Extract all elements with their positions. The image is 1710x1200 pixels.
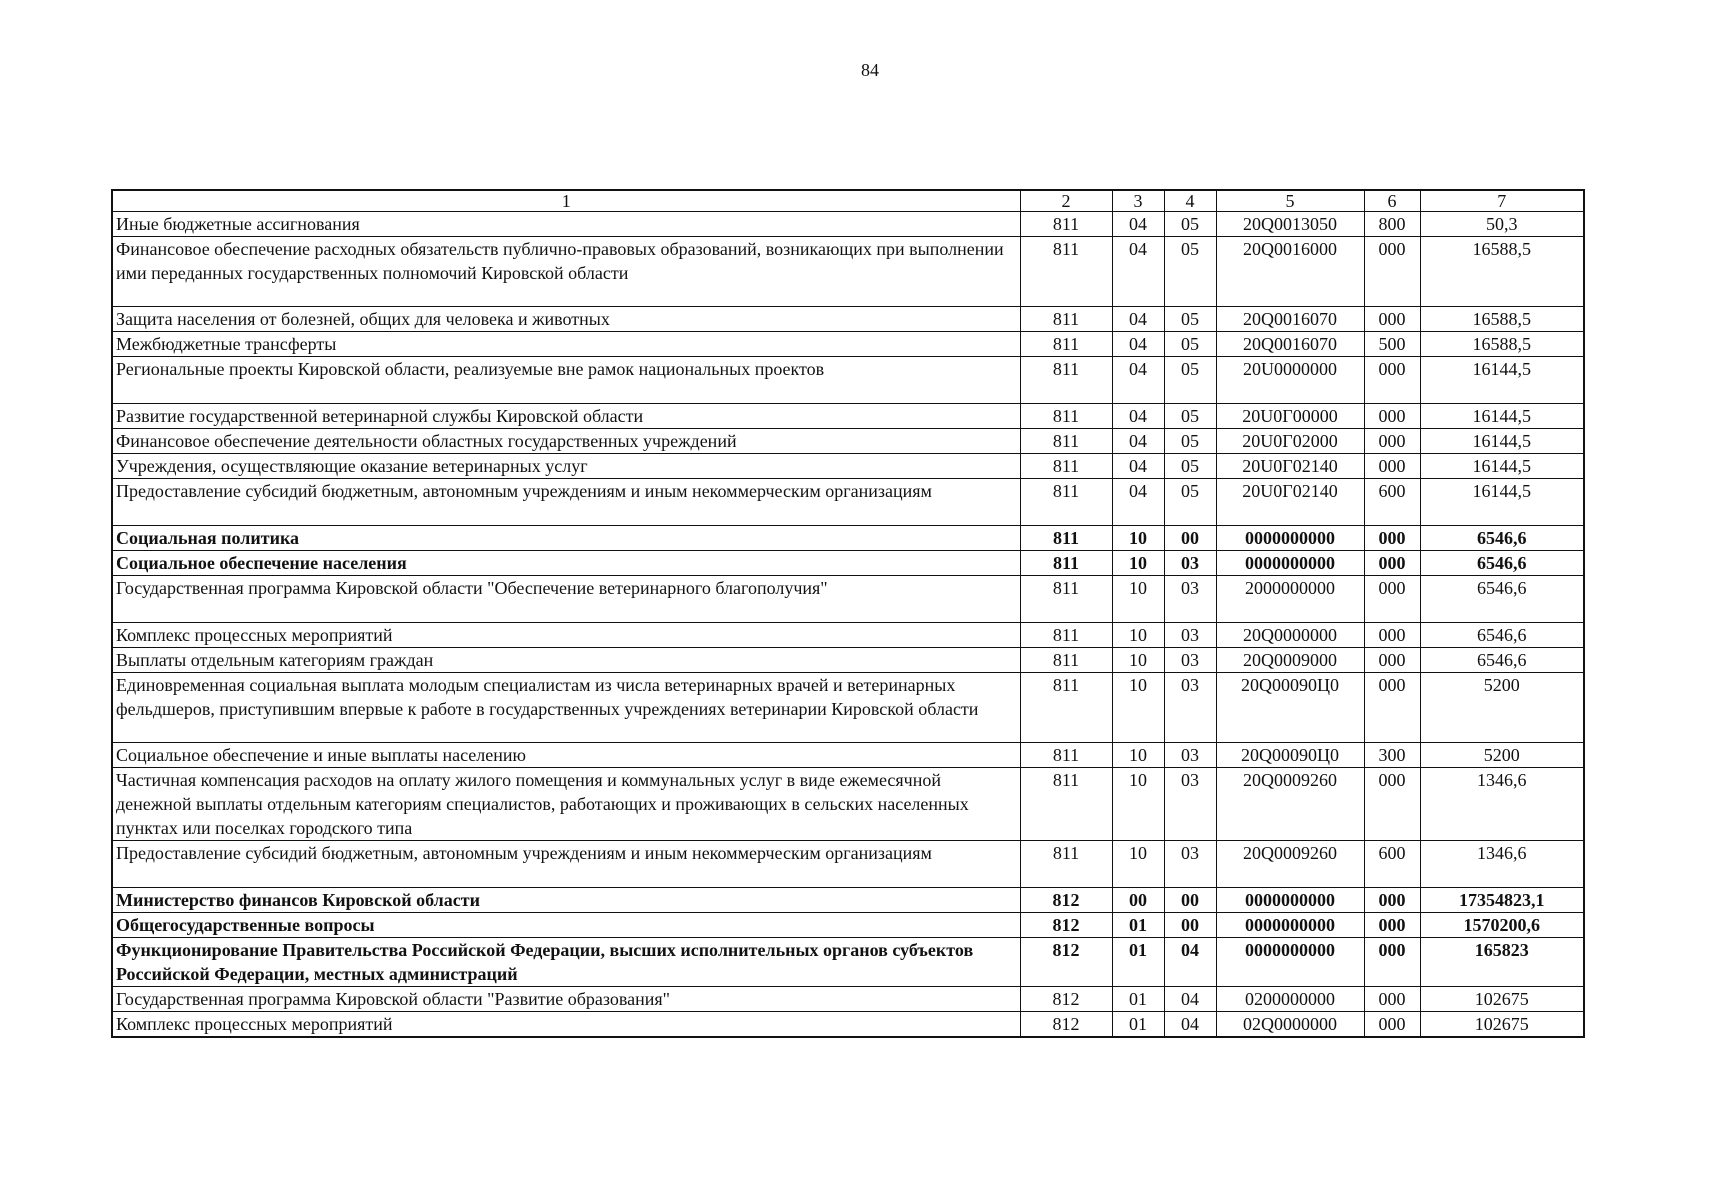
- subsection-code-cell: 00: [1164, 526, 1216, 551]
- amount-cell: 16144,5: [1420, 357, 1584, 404]
- expense-type-cell: 000: [1364, 357, 1420, 404]
- expense-name-cell: Предоставление субсидий бюджетным, автономным учреждениям и иным некоммерческим организациям: [112, 479, 1020, 526]
- amount-cell: 165823: [1420, 938, 1584, 987]
- amount-cell: 16144,5: [1420, 454, 1584, 479]
- expense-name-cell: Министерство финансов Кировской области: [112, 888, 1020, 913]
- subsection-code-cell: 03: [1164, 623, 1216, 648]
- amount-cell: 5200: [1420, 673, 1584, 743]
- expense-name-cell: Финансовое обеспечение расходных обязательств публично-правовых образований, возникающих при выполнении ими переданных государственных полномочий Кировской области: [112, 237, 1020, 307]
- subsection-code-cell: 05: [1164, 332, 1216, 357]
- subsection-code-cell: 03: [1164, 648, 1216, 673]
- section-code-cell: 10: [1112, 648, 1164, 673]
- expense-name-cell: Комплекс процессных мероприятий: [112, 623, 1020, 648]
- target-article-cell: 20Q0000000: [1216, 623, 1364, 648]
- expense-name-cell: Финансовое обеспечение деятельности областных государственных учреждений: [112, 429, 1020, 454]
- amount-cell: 1570200,6: [1420, 913, 1584, 938]
- subsection-code-cell: 00: [1164, 913, 1216, 938]
- target-article-cell: 02Q0000000: [1216, 1012, 1364, 1038]
- ministry-code-cell: 811: [1020, 526, 1112, 551]
- expense-type-cell: 000: [1364, 673, 1420, 743]
- target-article-cell: 20U0Г02140: [1216, 454, 1364, 479]
- section-code-cell: 10: [1112, 743, 1164, 768]
- amount-cell: 16144,5: [1420, 479, 1584, 526]
- subsection-code-cell: 04: [1164, 1012, 1216, 1038]
- subsection-code-cell: 03: [1164, 673, 1216, 743]
- subsection-code-cell: 00: [1164, 888, 1216, 913]
- subsection-code-cell: 03: [1164, 768, 1216, 841]
- table-row: [112, 357, 1584, 404]
- target-article-cell: 20Q0016000: [1216, 237, 1364, 307]
- expense-name-cell: Государственная программа Кировской области "Обеспечение ветеринарного благополучия": [112, 576, 1020, 623]
- target-article-cell: 20Q0016070: [1216, 332, 1364, 357]
- expense-name-cell: Комплекс процессных мероприятий: [112, 1012, 1020, 1038]
- section-code-cell: 01: [1112, 1012, 1164, 1038]
- ministry-code-cell: 811: [1020, 551, 1112, 576]
- expense-type-cell: 000: [1364, 913, 1420, 938]
- expense-type-cell: 600: [1364, 841, 1420, 888]
- target-article-cell: 0000000000: [1216, 551, 1364, 576]
- expense-type-cell: 500: [1364, 332, 1420, 357]
- ministry-code-cell: 811: [1020, 212, 1112, 237]
- ministry-code-cell: 811: [1020, 404, 1112, 429]
- ministry-code-cell: 811: [1020, 648, 1112, 673]
- expense-name-cell: Общегосударственные вопросы: [112, 913, 1020, 938]
- ministry-code-cell: 812: [1020, 1012, 1112, 1038]
- subsection-code-cell: 05: [1164, 479, 1216, 526]
- expense-type-cell: 300: [1364, 743, 1420, 768]
- section-code-cell: 04: [1112, 357, 1164, 404]
- subsection-code-cell: 05: [1164, 237, 1216, 307]
- expense-type-cell: 000: [1364, 404, 1420, 429]
- section-code-cell: 04: [1112, 404, 1164, 429]
- amount-cell: 6546,6: [1420, 576, 1584, 623]
- table-row: [112, 307, 1584, 332]
- subsection-code-cell: 05: [1164, 429, 1216, 454]
- page-number: 84: [861, 60, 879, 80]
- subsection-code-cell: 03: [1164, 551, 1216, 576]
- expense-name-cell: Региональные проекты Кировской области, реализуемые вне рамок национальных проектов: [112, 357, 1020, 404]
- amount-cell: 6546,6: [1420, 623, 1584, 648]
- amount-cell: 102675: [1420, 987, 1584, 1012]
- subsection-code-cell: 04: [1164, 987, 1216, 1012]
- expense-type-cell: 000: [1364, 576, 1420, 623]
- subsection-code-cell: 05: [1164, 454, 1216, 479]
- section-code-cell: 10: [1112, 576, 1164, 623]
- target-article-cell: 0000000000: [1216, 888, 1364, 913]
- subsection-code-cell: 05: [1164, 404, 1216, 429]
- table-row: [112, 454, 1584, 479]
- expense-type-cell: 800: [1364, 212, 1420, 237]
- subsection-code-cell: 05: [1164, 357, 1216, 404]
- target-article-cell: 20U0000000: [1216, 357, 1364, 404]
- amount-cell: 16588,5: [1420, 237, 1584, 307]
- table-row: [112, 332, 1584, 357]
- table-row: [112, 526, 1584, 551]
- section-code-cell: 01: [1112, 938, 1164, 987]
- section-code-cell: 10: [1112, 673, 1164, 743]
- expense-type-cell: 000: [1364, 307, 1420, 332]
- expense-name-cell: Иные бюджетные ассигнования: [112, 212, 1020, 237]
- table-row: [112, 623, 1584, 648]
- expense-type-cell: 000: [1364, 1012, 1420, 1038]
- ministry-code-cell: 811: [1020, 841, 1112, 888]
- subsection-code-cell: 05: [1164, 307, 1216, 332]
- ministry-code-cell: 812: [1020, 987, 1112, 1012]
- ministry-code-cell: 811: [1020, 623, 1112, 648]
- section-code-cell: 04: [1112, 429, 1164, 454]
- expense-name-cell: Защита населения от болезней, общих для человека и животных: [112, 307, 1020, 332]
- expense-name-cell: Социальная политика: [112, 526, 1020, 551]
- section-code-cell: 10: [1112, 768, 1164, 841]
- expense-type-cell: 000: [1364, 623, 1420, 648]
- subsection-code-cell: 03: [1164, 841, 1216, 888]
- table-row: [112, 551, 1584, 576]
- target-article-cell: 0000000000: [1216, 913, 1364, 938]
- expense-type-cell: 000: [1364, 237, 1420, 307]
- ministry-code-cell: 811: [1020, 479, 1112, 526]
- expense-name-cell: Социальное обеспечение населения: [112, 551, 1020, 576]
- section-code-cell: 00: [1112, 888, 1164, 913]
- table-row: [112, 404, 1584, 429]
- subsection-code-cell: 04: [1164, 938, 1216, 987]
- expense-type-cell: 000: [1364, 768, 1420, 841]
- expense-name-cell: Межбюджетные трансферты: [112, 332, 1020, 357]
- table-row: [112, 673, 1584, 743]
- section-code-cell: 01: [1112, 987, 1164, 1012]
- ministry-code-cell: 811: [1020, 357, 1112, 404]
- header-cell-3: 3: [1112, 190, 1164, 212]
- ministry-code-cell: 812: [1020, 913, 1112, 938]
- subsection-code-cell: 03: [1164, 576, 1216, 623]
- amount-cell: 1346,6: [1420, 841, 1584, 888]
- subsection-code-cell: 03: [1164, 743, 1216, 768]
- header-cell-5: 5: [1216, 190, 1364, 212]
- expense-type-cell: 000: [1364, 648, 1420, 673]
- amount-cell: 1346,6: [1420, 768, 1584, 841]
- table-row: [112, 987, 1584, 1012]
- expense-name-cell: Предоставление субсидий бюджетным, автономным учреждениям и иным некоммерческим организациям: [112, 841, 1020, 888]
- target-article-cell: 20Q0009260: [1216, 768, 1364, 841]
- section-code-cell: 04: [1112, 307, 1164, 332]
- expense-name-cell: Функционирование Правительства Российской Федерации, высших исполнительных органов субъектов Российской Федерации, местных администраций: [112, 938, 1020, 987]
- section-code-cell: 10: [1112, 551, 1164, 576]
- amount-cell: 16588,5: [1420, 332, 1584, 357]
- table-header-row: [112, 190, 1584, 212]
- budget-table: [111, 189, 1585, 1038]
- subsection-code-cell: 05: [1164, 212, 1216, 237]
- section-code-cell: 04: [1112, 332, 1164, 357]
- table-row: [112, 888, 1584, 913]
- target-article-cell: 20Q00090Ц0: [1216, 743, 1364, 768]
- target-article-cell: 20U0Г02000: [1216, 429, 1364, 454]
- table-row: [112, 212, 1584, 237]
- section-code-cell: 04: [1112, 454, 1164, 479]
- target-article-cell: 20Q0009260: [1216, 841, 1364, 888]
- amount-cell: 5200: [1420, 743, 1584, 768]
- target-article-cell: 0200000000: [1216, 987, 1364, 1012]
- header-cell-6: 6: [1364, 190, 1420, 212]
- amount-cell: 17354823,1: [1420, 888, 1584, 913]
- target-article-cell: 20U0Г02140: [1216, 479, 1364, 526]
- ministry-code-cell: 811: [1020, 307, 1112, 332]
- header-cell-4: 4: [1164, 190, 1216, 212]
- table-row: [112, 1012, 1584, 1038]
- ministry-code-cell: 811: [1020, 429, 1112, 454]
- expense-type-cell: 600: [1364, 479, 1420, 526]
- expense-type-cell: 000: [1364, 526, 1420, 551]
- section-code-cell: 04: [1112, 479, 1164, 526]
- section-code-cell: 10: [1112, 841, 1164, 888]
- section-code-cell: 10: [1112, 623, 1164, 648]
- ministry-code-cell: 812: [1020, 938, 1112, 987]
- amount-cell: 16144,5: [1420, 429, 1584, 454]
- expense-name-cell: Частичная компенсация расходов на оплату жилого помещения и коммунальных услуг в виде ежемесячной денежной выплаты отдельным категориям специалистов, работающих и проживающих в сельских населенных пунктах или поселках городского типа: [112, 768, 1020, 841]
- ministry-code-cell: 811: [1020, 768, 1112, 841]
- ministry-code-cell: 811: [1020, 743, 1112, 768]
- table-row: [112, 237, 1584, 307]
- amount-cell: 6546,6: [1420, 648, 1584, 673]
- target-article-cell: 0000000000: [1216, 938, 1364, 987]
- expense-name-cell: Государственная программа Кировской области "Развитие образования": [112, 987, 1020, 1012]
- amount-cell: 102675: [1420, 1012, 1584, 1038]
- section-code-cell: 04: [1112, 237, 1164, 307]
- ministry-code-cell: 811: [1020, 454, 1112, 479]
- amount-cell: 6546,6: [1420, 551, 1584, 576]
- target-article-cell: 20U0Г00000: [1216, 404, 1364, 429]
- target-article-cell: 2000000000: [1216, 576, 1364, 623]
- table-row: [112, 743, 1584, 768]
- target-article-cell: 20Q0009000: [1216, 648, 1364, 673]
- table-row: [112, 429, 1584, 454]
- table-row: [112, 648, 1584, 673]
- expense-name-cell: Социальное обеспечение и иные выплаты населению: [112, 743, 1020, 768]
- expense-name-cell: Учреждения, осуществляющие оказание ветеринарных услуг: [112, 454, 1020, 479]
- ministry-code-cell: 811: [1020, 576, 1112, 623]
- amount-cell: 50,3: [1420, 212, 1584, 237]
- ministry-code-cell: 811: [1020, 332, 1112, 357]
- target-article-cell: 0000000000: [1216, 526, 1364, 551]
- ministry-code-cell: 811: [1020, 237, 1112, 307]
- table-row: [112, 938, 1584, 987]
- amount-cell: 16144,5: [1420, 404, 1584, 429]
- amount-cell: 6546,6: [1420, 526, 1584, 551]
- expense-type-cell: 000: [1364, 888, 1420, 913]
- header-cell-7: 7: [1420, 190, 1584, 212]
- header-cell-2: 2: [1020, 190, 1112, 212]
- expense-type-cell: 000: [1364, 987, 1420, 1012]
- expense-type-cell: 000: [1364, 551, 1420, 576]
- section-code-cell: 04: [1112, 212, 1164, 237]
- amount-cell: 16588,5: [1420, 307, 1584, 332]
- table-row: [112, 841, 1584, 888]
- table-row: [112, 479, 1584, 526]
- target-article-cell: 20Q00090Ц0: [1216, 673, 1364, 743]
- table-row: [112, 768, 1584, 841]
- section-code-cell: 01: [1112, 913, 1164, 938]
- expense-name-cell: Выплаты отдельным категориям граждан: [112, 648, 1020, 673]
- header-cell-1: 1: [112, 190, 1020, 212]
- table-row: [112, 913, 1584, 938]
- table-row: [112, 576, 1584, 623]
- expense-type-cell: 000: [1364, 454, 1420, 479]
- target-article-cell: 20Q0013050: [1216, 212, 1364, 237]
- ministry-code-cell: 812: [1020, 888, 1112, 913]
- ministry-code-cell: 811: [1020, 673, 1112, 743]
- expense-name-cell: Единовременная социальная выплата молодым специалистам из числа ветеринарных врачей и ветеринарных фельдшеров, приступившим впервые к работе в государственных учреждениях ветеринарии Кировской области: [112, 673, 1020, 743]
- expense-name-cell: Развитие государственной ветеринарной службы Кировской области: [112, 404, 1020, 429]
- target-article-cell: 20Q0016070: [1216, 307, 1364, 332]
- expense-type-cell: 000: [1364, 429, 1420, 454]
- expense-type-cell: 000: [1364, 938, 1420, 987]
- section-code-cell: 10: [1112, 526, 1164, 551]
